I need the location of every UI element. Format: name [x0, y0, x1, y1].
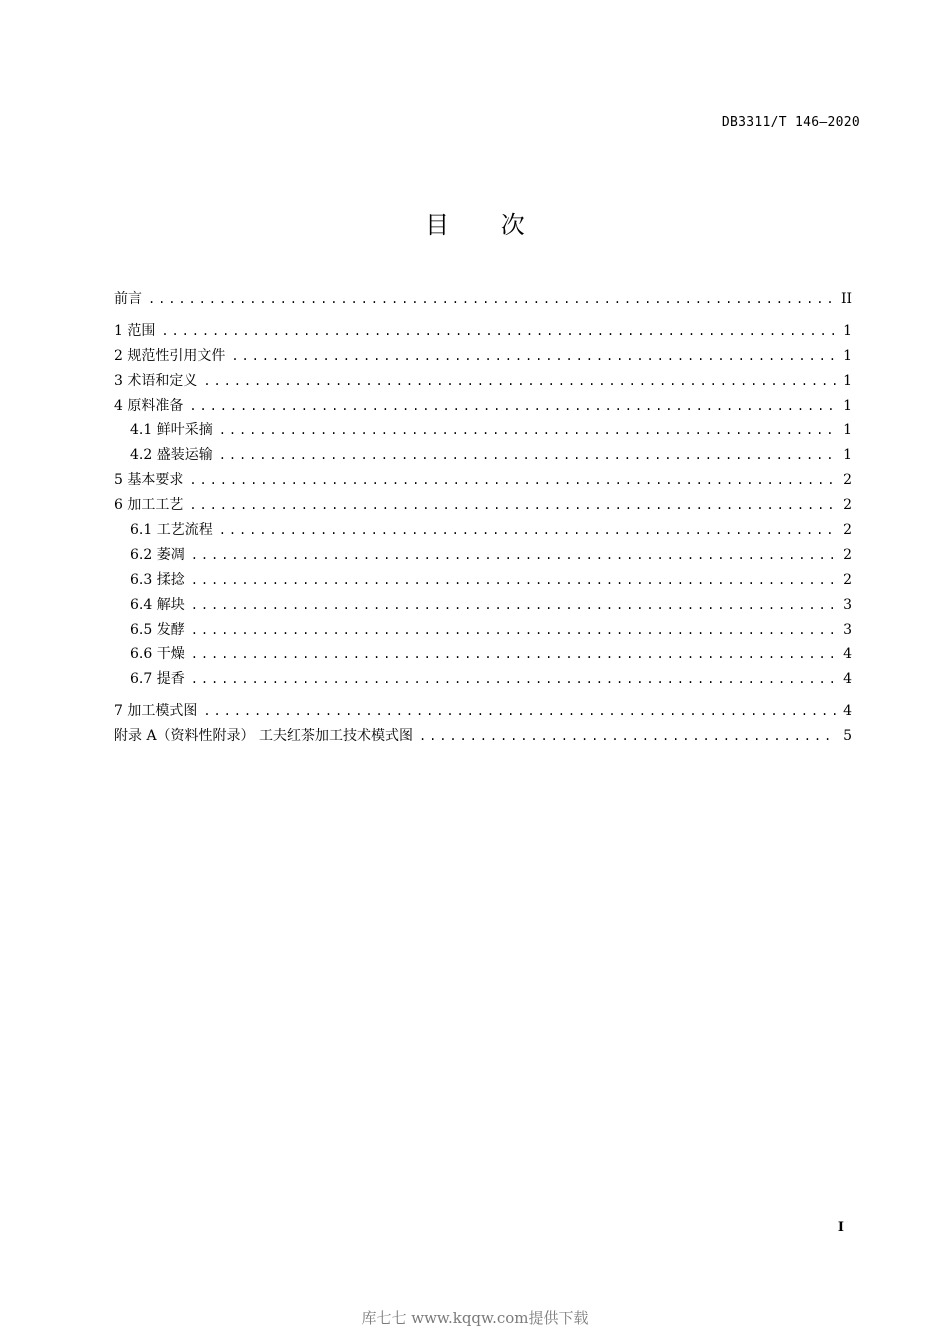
watermark-text: 库七七 www.kqqw.com提供下载 — [361, 1309, 589, 1327]
toc-dot-leader — [191, 543, 836, 568]
toc-dot-leader — [189, 468, 836, 493]
toc-entry[interactable] — [114, 418, 852, 443]
toc-entry-label: 4.2 盛装运输 — [130, 447, 213, 464]
toc-dot-leader — [191, 667, 836, 692]
document-code: DB3311/T 146—2020 — [721, 115, 860, 130]
toc-entry-page: 2 — [843, 497, 852, 514]
toc-entry-page: 3 — [843, 596, 852, 613]
toc-entry-label: 6 加工工艺 — [114, 497, 184, 514]
toc-entry-page: 3 — [843, 621, 852, 638]
toc-entry-page: 1 — [843, 372, 852, 389]
toc-entry[interactable] — [114, 593, 852, 618]
toc-entry-page: 1 — [843, 397, 852, 414]
toc-entry[interactable] — [114, 394, 852, 419]
toc-entry-label: 4.1 鲜叶采摘 — [130, 422, 213, 439]
toc-entry-label: 附录 A（资料性附录） 工夫红茶加工技术模式图 — [114, 728, 414, 745]
toc-entry-label: 6.6 干燥 — [130, 646, 185, 663]
toc-entry-page: II — [840, 291, 852, 307]
toc-entry[interactable] — [114, 618, 852, 643]
toc-dot-leader — [189, 394, 836, 419]
toc-entry-page: 2 — [843, 472, 852, 489]
toc-dot-leader — [219, 443, 836, 468]
toc-entry[interactable] — [114, 699, 852, 724]
toc-entry-label: 6.4 解块 — [130, 596, 185, 613]
toc-entry[interactable] — [114, 543, 852, 568]
toc-entry-page: 1 — [843, 422, 852, 439]
toc-entry[interactable] — [114, 642, 852, 667]
toc-dot-leader — [189, 493, 836, 518]
toc-entry-label: 2 规范性引用文件 — [114, 347, 226, 364]
toc-entry-label: 4 原料准备 — [114, 397, 184, 414]
toc-entry-page: 2 — [843, 571, 852, 588]
toc-entry[interactable] — [114, 369, 852, 394]
toc-entry-label: 6.5 发酵 — [130, 621, 185, 638]
toc-entry[interactable] — [114, 493, 852, 518]
toc-entry[interactable] — [114, 344, 852, 369]
toc-entry-page: 4 — [843, 671, 852, 688]
toc-entry-label: 6.3 揉捻 — [130, 571, 185, 588]
toc-dot-leader — [161, 319, 836, 344]
toc-entry-label: 6.1 工艺流程 — [130, 522, 213, 539]
toc-entry-label: 1 范围 — [114, 322, 156, 339]
toc-entry-label: 3 术语和定义 — [114, 372, 198, 389]
toc-entry[interactable] — [114, 568, 852, 593]
table-of-contents — [114, 287, 852, 749]
toc-entry[interactable] — [114, 468, 852, 493]
toc-dot-leader — [148, 287, 835, 312]
toc-dot-leader — [191, 568, 836, 593]
toc-entry[interactable] — [114, 518, 852, 543]
toc-entry-page: 5 — [843, 728, 852, 745]
toc-entry-page: 2 — [843, 522, 852, 539]
toc-dot-leader — [191, 618, 836, 643]
toc-dot-leader — [219, 418, 836, 443]
toc-dot-leader — [219, 518, 836, 543]
page-number: I — [837, 1220, 844, 1235]
toc-entry-label: 7 加工模式图 — [114, 703, 198, 720]
toc-entry[interactable] — [114, 443, 852, 468]
toc-entry-label: 6.2 萎凋 — [130, 546, 185, 563]
toc-entry-page: 1 — [843, 322, 852, 339]
toc-entry-page: 4 — [843, 646, 852, 663]
toc-entry[interactable] — [114, 287, 852, 312]
toc-dot-leader — [419, 724, 836, 749]
toc-entry[interactable] — [114, 724, 852, 749]
toc-entry[interactable] — [114, 319, 852, 344]
toc-entry-page: 1 — [843, 347, 852, 364]
toc-entry-page: 1 — [843, 447, 852, 464]
toc-entry[interactable] — [114, 667, 852, 692]
toc-entry-page: 4 — [843, 703, 852, 720]
toc-dot-leader — [231, 344, 836, 369]
toc-dot-leader — [191, 593, 836, 618]
toc-entry-page: 2 — [843, 546, 852, 563]
toc-dot-leader — [203, 699, 836, 724]
toc-entry-label: 前言 — [114, 291, 142, 307]
toc-dot-leader — [203, 369, 836, 394]
page-title: 目 次 — [425, 211, 547, 239]
toc-entry-label: 6.7 提香 — [130, 671, 185, 688]
toc-entry-label: 5 基本要求 — [114, 472, 184, 489]
toc-dot-leader — [191, 642, 836, 667]
